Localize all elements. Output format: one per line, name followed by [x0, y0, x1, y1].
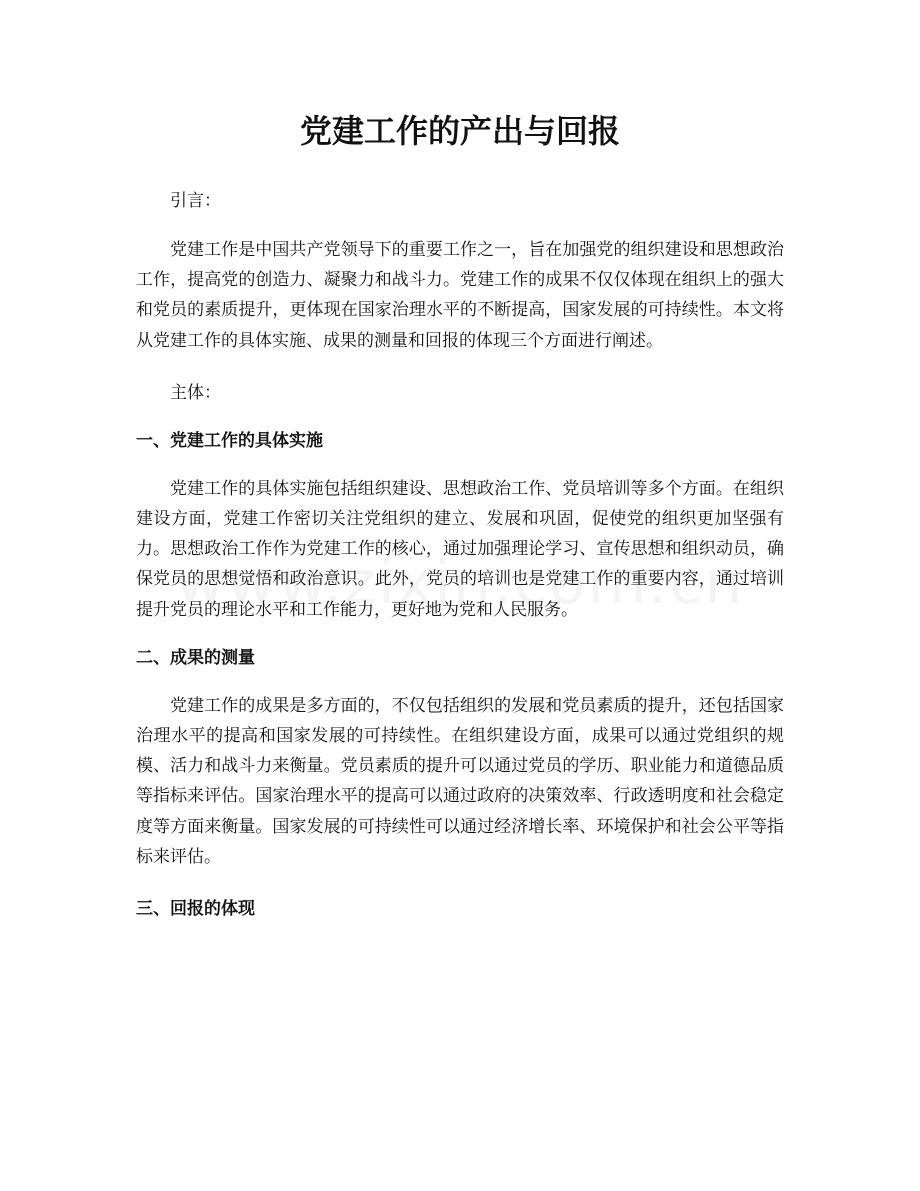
section-paragraph-1: 党建工作的具体实施包括组织建设、思想政治工作、党员培训等多个方面。在组织建设方面，党建工作密切关注党组织的建立、发展和巩固，促使党的组织更加坚强有力。思想政治工作作为党建工作的核心，通过加强理论学习、宣传思想和组织动员，确保党员的思想觉悟和政治意识。此外，党员的培训也是党建工作的重要内容，通过培训提升党员的理论水平和工作能力，更好地为党和人民服务。	[136, 478, 784, 620]
document-title: 党建工作的产出与回报	[299, 112, 620, 150]
section-heading-2: 二、成果的测量	[136, 647, 255, 668]
section-heading-3: 三、回报的体现	[136, 899, 255, 920]
body-label: 主体：	[170, 382, 221, 403]
section-paragraph-2: 党建工作的成果是多方面的，不仅包括组织的发展和党员素质的提升，还包括国家治理水平的提高和国家发展的可持续性。在组织建设方面，成果可以通过党组织的规模、活力和战斗力来衡量。党员素质的提升可以通过党员的学历、职业能力和道德品质等指标来评估。国家治理水平的提高可以通过政府的决策效率、行政透明度和社会稳定度等方面来衡量。国家发展的可持续性可以通过经济增长率、环境保护和社会公平等指标来评估。	[136, 695, 784, 867]
intro-label: 引言：	[170, 191, 221, 211]
section-heading-1: 一、党建工作的具体实施	[136, 430, 323, 451]
intro-paragraph: 党建工作是中国共产党领导下的重要工作之一，旨在加强党的组织建设和思想政治工作，提高党的创造力、凝聚力和战斗力。党建工作的成果不仅仅体现在组织上的强大和党员的素质提升，更体现在国家治理水平的不断提高，国家发展的可持续性。本文将从党建工作的具体实施、成果的测量和回报的体现三个方面进行阐述。	[136, 240, 784, 351]
document-body	[136, 186, 784, 924]
